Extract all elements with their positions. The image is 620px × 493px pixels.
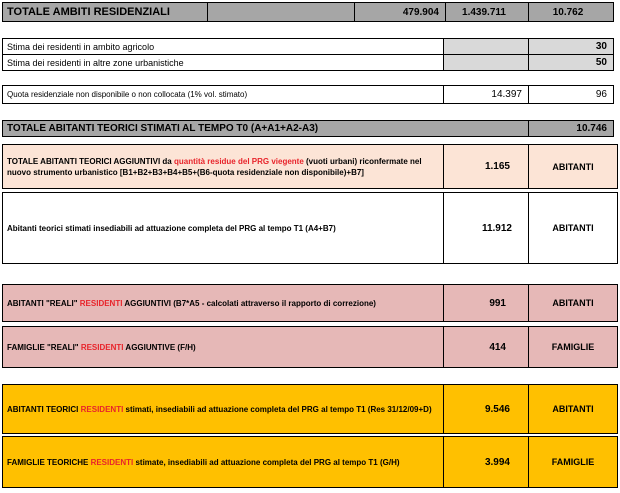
teorici-abitanti-unit: ABITANTI: [528, 384, 618, 434]
aggiuntivi-value: 1.165: [443, 144, 529, 189]
teorici-abitanti-label: ABITANTI TEORICI RESIDENTI stimati, insediabili ad attuazione completa del PRG al tempo T1 (Res 31/12/09+D): [2, 384, 444, 434]
stima-altre-value: 50: [528, 54, 614, 71]
aggiuntivi-unit: ABITANTI: [528, 144, 618, 189]
aggiuntivi-label: TOTALE ABITANTI TEORICI AGGIUNTIVI da quantità residue del PRG viegente (vuoti urbani) riconfermate nel nuovo strumento urbanistico [B1+B2+B3+B4+B5+(B6-quota residenziale non disponibile)+B7]: [2, 144, 444, 189]
stima-altre-label: Stima dei residenti in altre zone urbanistiche: [2, 54, 444, 71]
stima-agricolo-label: Stima dei residenti in ambito agricolo: [2, 38, 444, 55]
teorici-famiglie-label: FAMIGLIE TEORICHE RESIDENTI stimate, insediabili ad attuazione completa del PRG al tempo T1 (G/H): [2, 436, 444, 488]
totale-t0-label: TOTALE ABITANTI TEORICI STIMATI AL TEMPO T0 (A+A1+A2-A3): [2, 120, 529, 137]
insediabili-unit: ABITANTI: [528, 192, 618, 264]
quota-label: Quota residenziale non disponibile o non collocata (1% vol. stimato): [2, 85, 444, 104]
quota-value-2: 96: [528, 85, 614, 104]
insediabili-label: Abitanti teorici stimati insediabili ad attuazione completa del PRG al tempo T1 (A4+B7): [2, 192, 444, 264]
totale-ambiti-value-1: 479.904: [354, 2, 446, 22]
totale-ambiti-label: TOTALE AMBITI RESIDENZIALI: [2, 2, 208, 22]
totale-ambiti-value-2: 1.439.711: [445, 2, 529, 22]
stima-agricolo-value: 30: [528, 38, 614, 55]
reali-abitanti-label: ABITANTI "REALI" RESIDENTI AGGIUNTIVI (B7*A5 - calcolati attraverso il rapporto di correzione): [2, 284, 444, 322]
reali-famiglie-unit: FAMIGLIE: [528, 326, 618, 368]
reali-abitanti-unit: ABITANTI: [528, 284, 618, 322]
reali-abitanti-value: 991: [443, 284, 529, 322]
stima-agricolo-empty-cell: [443, 38, 529, 55]
teorici-famiglie-value: 3.994: [443, 436, 529, 488]
totale-ambiti-value-3: 10.762: [528, 2, 614, 22]
stima-altre-empty-cell: [443, 54, 529, 71]
reali-famiglie-value: 414: [443, 326, 529, 368]
insediabili-value: 11.912: [443, 192, 529, 264]
totale-t0-value: 10.746: [528, 120, 614, 137]
quota-value-1: 14.397: [443, 85, 529, 104]
teorici-famiglie-unit: FAMIGLIE: [528, 436, 618, 488]
totale-ambiti-empty-cell: [207, 2, 355, 22]
reali-famiglie-label: FAMIGLIE "REALI" RESIDENTI AGGIUNTIVE (F/H): [2, 326, 444, 368]
teorici-abitanti-value: 9.546: [443, 384, 529, 434]
